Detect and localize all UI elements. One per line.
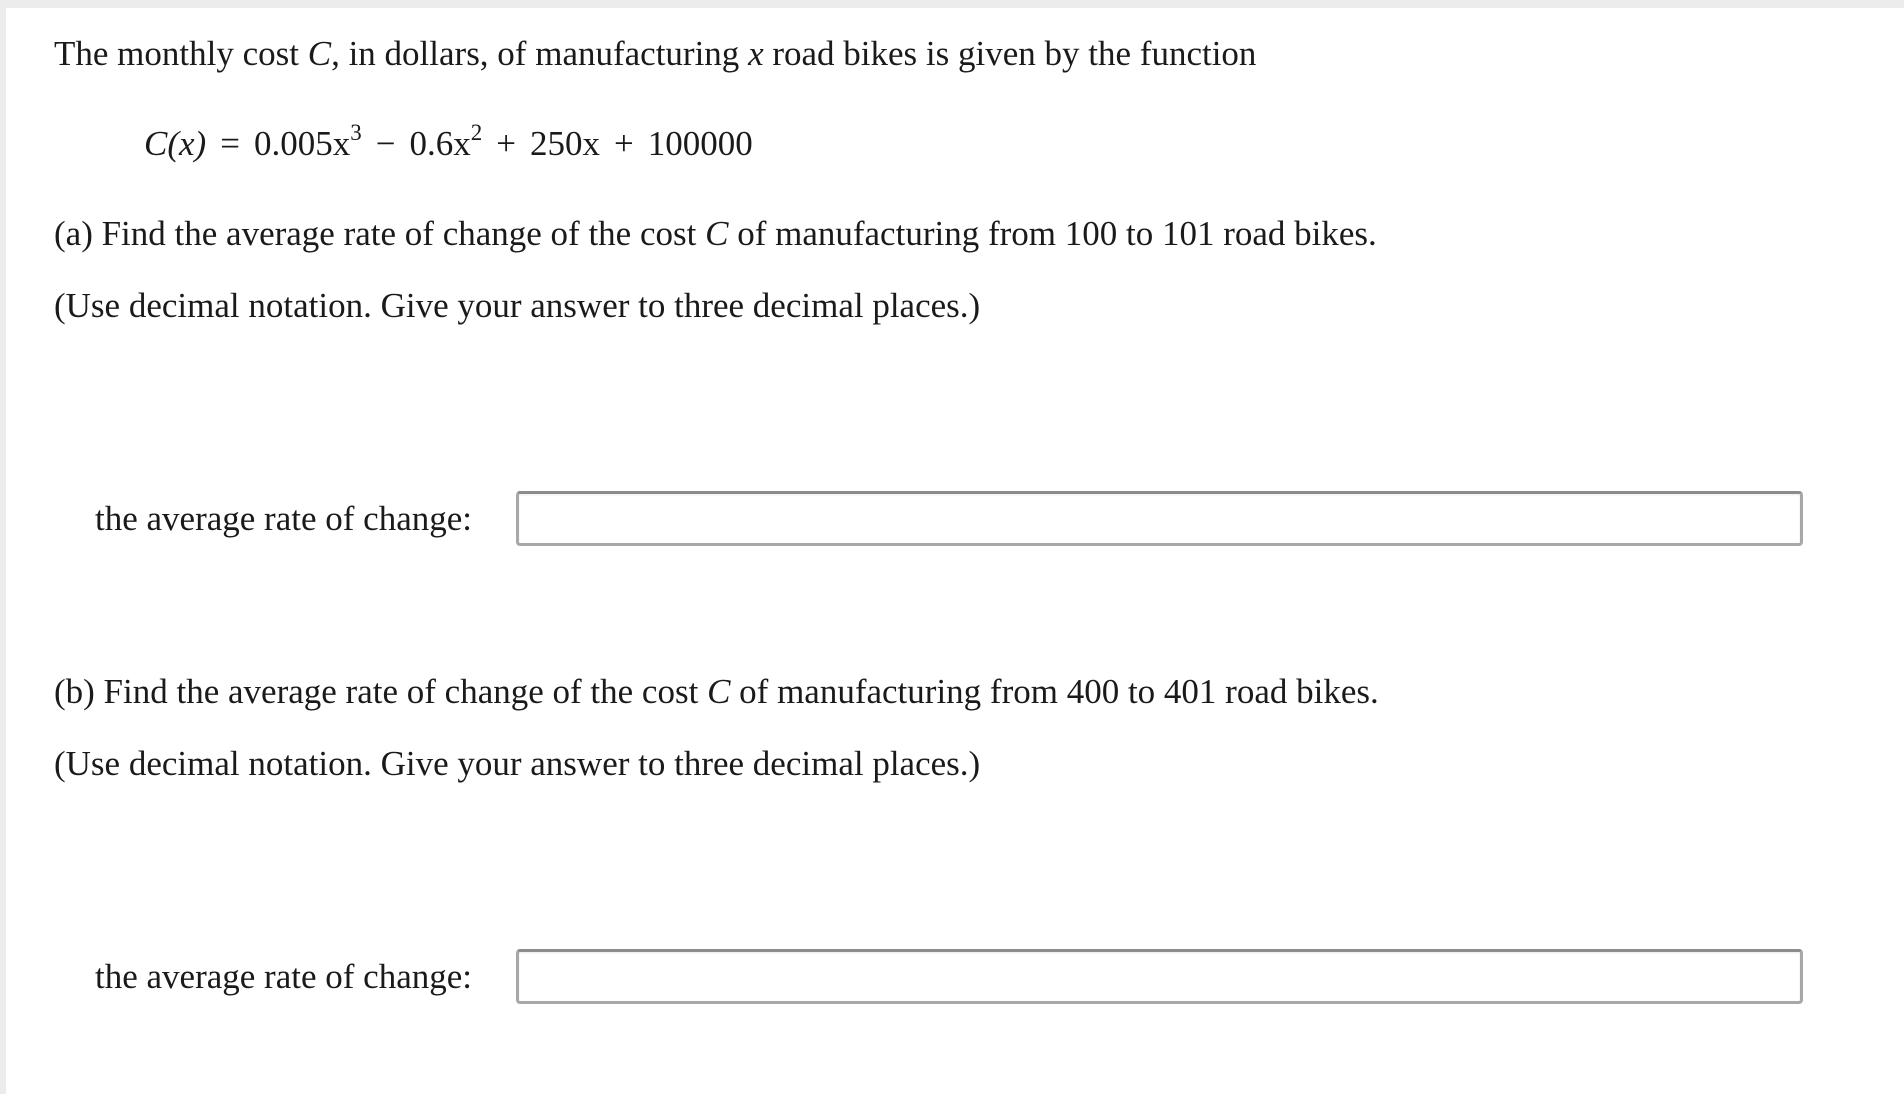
part-b-variable-c: C	[707, 672, 731, 711]
variable-x: x	[748, 34, 764, 73]
formula-term-2: 0.6x	[409, 124, 471, 163]
formula-minus: −	[375, 124, 396, 163]
problem-statement	[54, 32, 1256, 76]
variable-c: C	[307, 34, 332, 73]
part-a-variable-c: C	[705, 214, 729, 253]
intro-text-1: The monthly cost	[54, 34, 308, 73]
part-a-instructions: (Use decimal notation. Give your answer to three decimal places.)	[54, 286, 981, 325]
part-b-instructions: (Use decimal notation. Give your answer to three decimal places.)	[54, 744, 981, 783]
cost-function-formula	[144, 122, 753, 166]
part-a-question	[54, 212, 1377, 256]
part-a-question-text-1: (a) Find the average rate of change of the cost	[54, 214, 706, 253]
window-top-border	[0, 0, 1904, 8]
formula-exponent-2: 2	[470, 120, 483, 145]
formula-plus-1: +	[496, 124, 516, 163]
formula-equals: =	[220, 124, 240, 163]
part-a-question-text-2: of manufacturing from 100 to 101 road bikes.	[728, 214, 1377, 253]
part-a-answer-label: the average rate of change:	[95, 499, 472, 538]
window-left-border	[0, 0, 6, 1094]
intro-text-3: road bikes is given by the function	[763, 34, 1257, 73]
formula-lhs: C(x)	[144, 124, 207, 163]
part-b-question	[54, 670, 1379, 714]
part-b-question-text-2: of manufacturing from 400 to 401 road bikes.	[730, 672, 1379, 711]
formula-plus-2: +	[613, 124, 634, 163]
formula-term-1: 0.005x	[253, 124, 351, 163]
part-b-answer-input[interactable]	[516, 949, 1803, 1004]
part-b-question-text-1: (b) Find the average rate of change of the cost	[54, 672, 708, 711]
formula-term-3: 250x	[529, 124, 600, 163]
formula-term-4: 100000	[647, 124, 753, 163]
part-a-answer-input[interactable]	[516, 491, 1803, 546]
intro-text-2: , in dollars, of manufacturing	[331, 34, 749, 73]
formula-exponent-3: 3	[350, 120, 362, 145]
part-b-answer-label: the average rate of change:	[95, 957, 472, 996]
